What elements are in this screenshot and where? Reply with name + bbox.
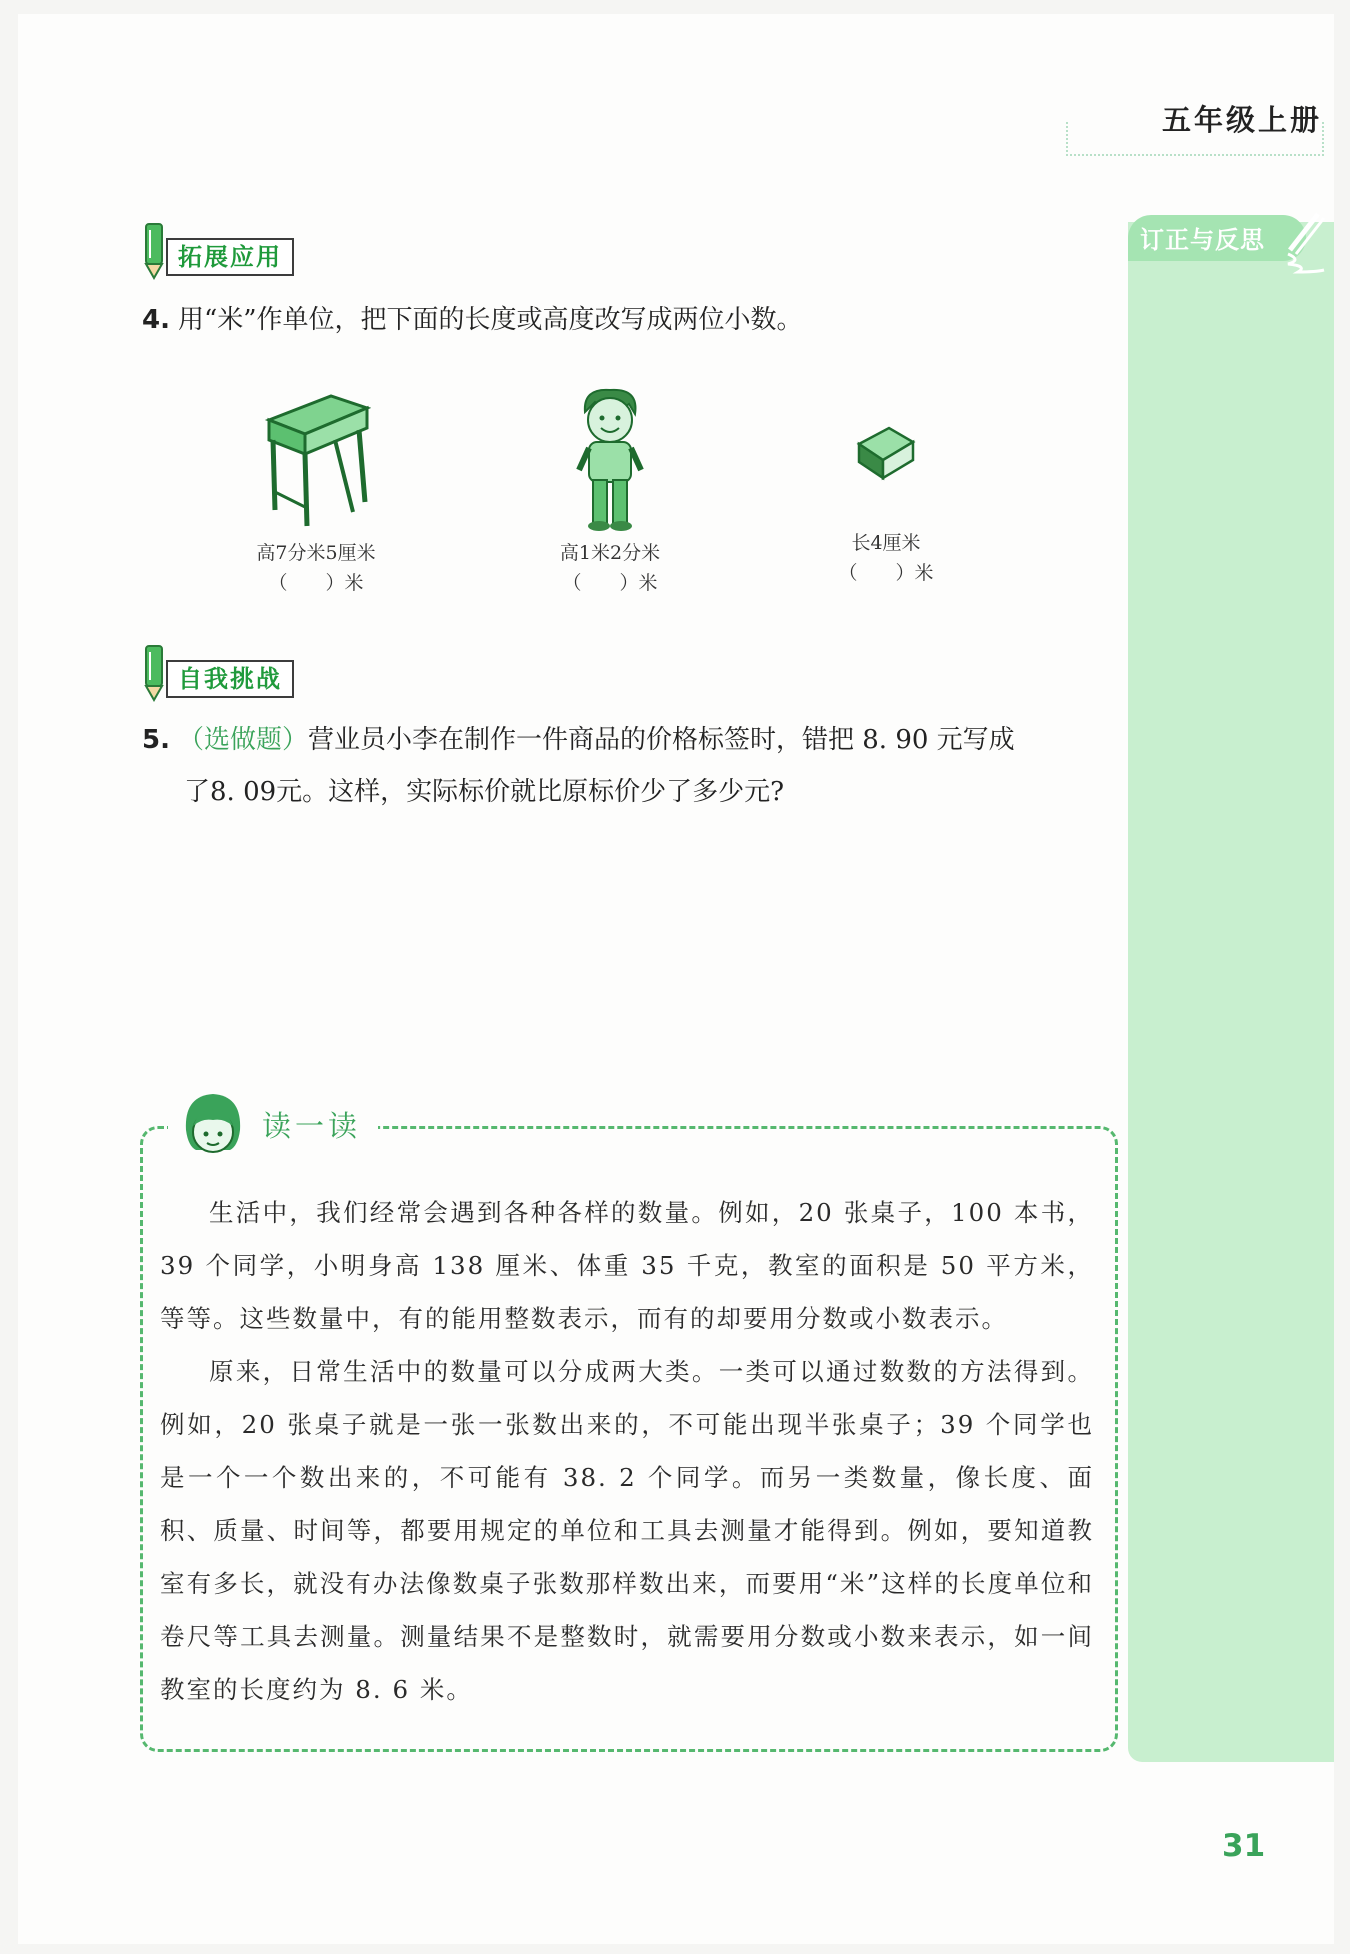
figure-caption: 长4厘米 [851, 532, 921, 554]
section-label: 自我挑战 [166, 660, 294, 698]
answer-blank[interactable]: （ ）米 [562, 572, 658, 594]
answer-blank[interactable]: （ ）米 [268, 572, 364, 594]
eraser-icon [851, 412, 921, 522]
figure-desk [236, 382, 396, 595]
answer-blank[interactable]: （ ）米 [838, 562, 934, 584]
correction-panel [1128, 222, 1334, 1762]
grade-frame [1066, 122, 1324, 156]
reading-paragraph-2: 原来，日常生活中的数量可以分成两大类。一类可以通过数数的方法得到。例如，20 张桌子就是一张一张数出来的，不可能出现半张桌子；39 个同学也是一个一个数出来的，不可能有 38. 2 个同学。而另一类数量，像长度、面积、质量、时间等，都要用规定的单位和工具去测量才能得到。例如，要知道教室有多长，就没有办法像数桌子张数那样数出来，而要用“米”这样的长度单位和卷尺等工具去测量。测量结果不是整数时，就需要用分数或小数来表示，如一间教室的长度约为 8. 6 米。 [160, 1357, 1094, 1704]
figure-eraser [806, 412, 966, 585]
question-number: 5. [142, 725, 170, 755]
question-text-line2: 了8. 09元。这样，实际标价就比原标价少了多少元? [184, 777, 785, 807]
pencil-icon [140, 640, 168, 702]
question-text: 用“米”作单位，把下面的长度或高度改写成两位小数。 [177, 305, 803, 335]
pencil-icon [140, 218, 168, 280]
desk-icon [261, 382, 371, 532]
question-text-line1: 营业员小李在制作一件商品的价格标签时，错把 8. 90 元写成 [307, 725, 1015, 755]
pen-icon [1268, 210, 1328, 284]
grade-label: 五年级上册 [1161, 103, 1322, 137]
reading-paragraph-1: 生活中，我们经常会遇到各种各样的数量。例如，20 张桌子，100 本书，39 个同学，小明身高 138 厘米、体重 35 千克，教室的面积是 50 平方米，等等。这些数量中，有的能用整数表示，而有的却要用分数或小数表示。 [160, 1198, 1094, 1333]
reading-text [160, 1186, 1094, 1716]
question-5 [142, 714, 1102, 818]
reading-title: 读一读 [262, 1109, 362, 1143]
question-4 [142, 294, 803, 346]
optional-tag: （选做题） [177, 725, 308, 755]
correction-title: 订正与反思 [1140, 226, 1265, 254]
girl-avatar-icon [180, 1090, 246, 1162]
figure-caption: 高7分米5厘米 [256, 542, 376, 564]
boy-icon [565, 384, 655, 532]
page-number: 31 [1222, 1828, 1266, 1864]
question-number: 4. [142, 305, 170, 335]
figure-caption: 高1米2分米 [559, 542, 661, 564]
figure-boy [530, 384, 690, 595]
section-label: 拓展应用 [166, 238, 294, 276]
